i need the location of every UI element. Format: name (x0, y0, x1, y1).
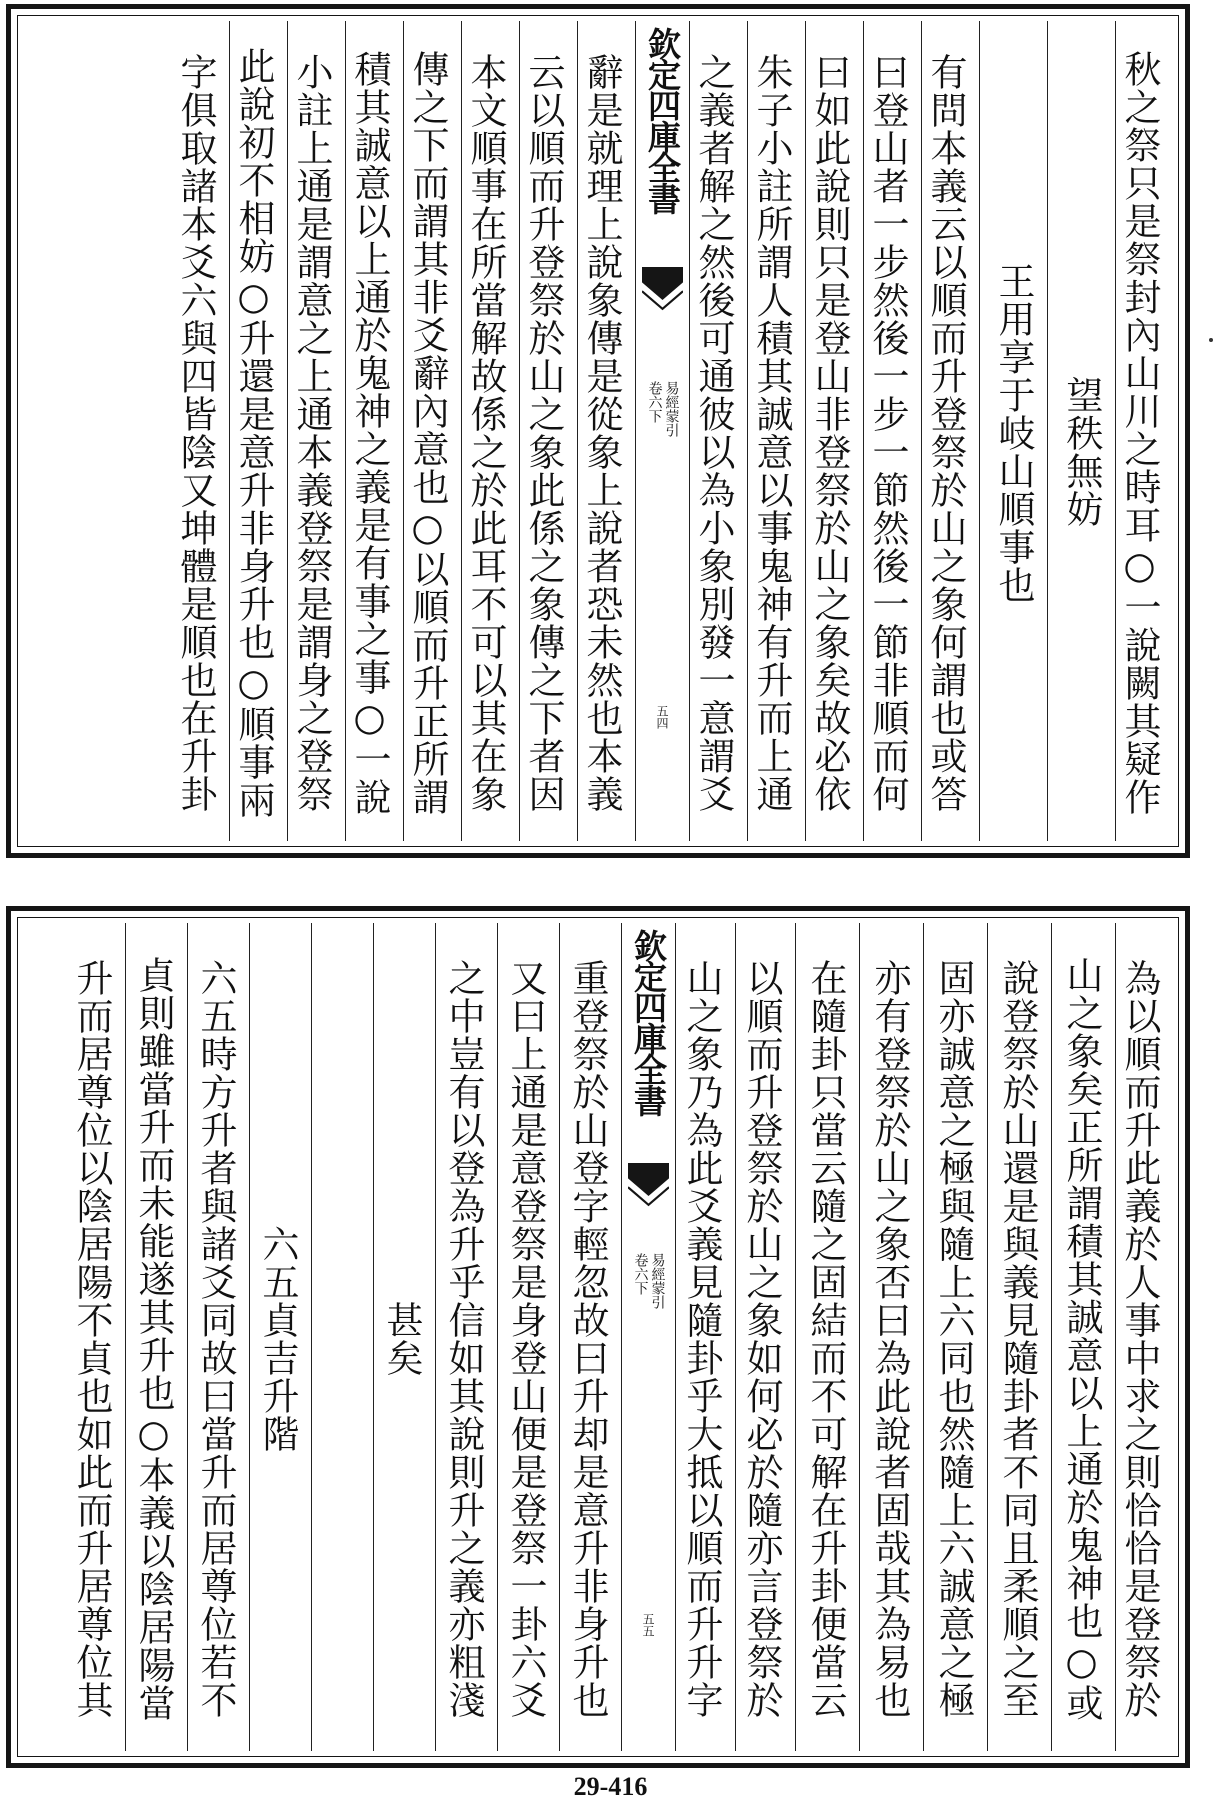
text-column (171, 21, 229, 841)
fish-tail-mark-icon (642, 267, 683, 311)
column-text: 升而居尊位以陰居陽不貞也如此而升居尊位其 (70, 959, 113, 1719)
text-column (859, 923, 923, 1751)
text-column (675, 923, 735, 1751)
text-column (373, 923, 435, 1751)
column-text: 以順而升登祭於山之象如何必於隨亦言登祭於 (740, 959, 783, 1719)
column-text: 山之象矣正所謂積其誠意以上通於鬼神也○或 (1060, 956, 1103, 1722)
text-column (1047, 21, 1115, 841)
column-text: 六五貞吉升階 (256, 1225, 299, 1453)
text-column (497, 923, 559, 1751)
text-column (249, 923, 311, 1751)
text-column (577, 21, 635, 841)
column-text: 辭是就理上說象傳是從象上說者恐未然也本義 (580, 53, 623, 813)
column-text: 在隨卦只當云隨之固結而不可解在升卦便當云 (804, 959, 847, 1719)
column-text: 亦有登祭於山之象否曰為此說者固哉其為易也 (868, 959, 911, 1719)
page-number: 五四 (655, 705, 669, 729)
column-text: 曰如此說則只是登山非登祭於山之象矣故必依 (808, 53, 851, 813)
page-code: 29-416 (573, 1772, 648, 1801)
text-column (863, 21, 921, 841)
column-text: 云以順而升登祭於山之象此係之象傳之下者因 (522, 53, 565, 813)
column-text: 貞則雖當升而未能遂其升也○本義以陰居陽當 (132, 956, 175, 1722)
column-text: 有問本義云以順而升登祭於山之象何謂也或答 (924, 53, 967, 813)
text-column (689, 21, 747, 841)
column-text: 山之象乃為此爻義見隨卦乎大抵以順而升升字 (680, 959, 723, 1719)
text-column (1115, 923, 1173, 1751)
text-column (559, 923, 621, 1751)
column-text: 本文順事在所當解故係之於此耳不可以其在象 (464, 53, 507, 813)
text-column (63, 923, 125, 1751)
column-text: 又曰上通是意登祭是身登山便是登祭一卦六爻 (504, 959, 547, 1719)
text-column (987, 923, 1051, 1751)
text-column (435, 923, 497, 1751)
bottom-page-frame (6, 906, 1190, 1768)
volume-info (622, 1253, 675, 1309)
column-text: 朱子小註所謂人積其誠意以事鬼神有升而上通 (750, 53, 793, 813)
volume-info (636, 381, 689, 437)
text-column (805, 21, 863, 841)
column-text: 王用享于岐山順事也 (992, 262, 1035, 604)
column-text: 積其誠意以上通於鬼神之義是有事之事○一說 (348, 50, 391, 816)
scan-speck (1209, 338, 1213, 342)
column-text: 甚矣 (380, 1301, 423, 1377)
column-text: 固亦誠意之極與隨上六同也然隨上六誠意之極 (932, 959, 975, 1719)
text-column (519, 21, 577, 841)
text-column (125, 923, 187, 1751)
juan-label: 卷六下 (632, 1253, 649, 1295)
text-column (311, 923, 373, 1751)
volume-title: 易經蒙引 (663, 381, 680, 437)
column-text (312, 929, 373, 1749)
text-column (921, 21, 979, 841)
juan-label: 卷六下 (646, 381, 663, 423)
book-title: 欽定四庫全書 (643, 27, 682, 213)
text-column (795, 923, 859, 1751)
column-text: 字俱取諸本爻六與四皆陰又坤體是順也在升卦 (174, 53, 217, 813)
text-column (461, 21, 519, 841)
book-center-column (621, 923, 675, 1751)
column-text: 小註上通是謂意之上通本義登祭是謂身之登祭 (290, 53, 333, 813)
book-title: 欽定四庫全書 (629, 929, 668, 1115)
book-center-column (635, 21, 689, 841)
column-text: 望秩無妨 (1060, 376, 1103, 528)
column-text: 此說初不相妨○升還是意升非身升也○順事兩 (232, 47, 275, 819)
fish-tail-mark-icon (628, 1163, 669, 1207)
column-text: 為以順而升此義於人事中求之則恰恰是登祭於 (1118, 959, 1161, 1719)
text-column (1051, 923, 1115, 1751)
text-column (923, 923, 987, 1751)
text-column (979, 21, 1047, 841)
text-column (403, 21, 461, 841)
top-page-columns (23, 21, 1173, 841)
text-column (187, 923, 249, 1751)
column-text: 重登祭於山登字輕忽故曰升却是意升非身升也 (566, 959, 609, 1719)
text-column (345, 21, 403, 841)
text-column (1115, 21, 1173, 841)
column-text: 六五時方升者與諸爻同故曰當升而居尊位若不 (194, 959, 237, 1719)
top-page-frame (6, 4, 1190, 858)
bottom-page-columns (23, 923, 1173, 1751)
column-text: 秋之祭只是祭封內山川之時耳○一說闕其疑作 (1118, 50, 1161, 816)
column-text: 曰登山者一步然後一步一節然後一節非順而何 (866, 53, 909, 813)
column-text: 傳之下而謂其非爻辭內意也○以順而升正所謂 (406, 50, 449, 816)
column-text: 之中豈有以登為升乎信如其說則升之義亦粗淺 (442, 959, 485, 1719)
text-column (287, 21, 345, 841)
text-column (747, 21, 805, 841)
text-column (735, 923, 795, 1751)
page-number: 五五 (641, 1613, 655, 1637)
volume-title: 易經蒙引 (649, 1253, 666, 1309)
column-text: 之義者解之然後可通彼以為小象別發一意謂爻 (692, 53, 735, 813)
text-column (229, 21, 287, 841)
column-text: 說登祭於山還是與義見隨卦者不同且柔順之至 (996, 959, 1039, 1719)
